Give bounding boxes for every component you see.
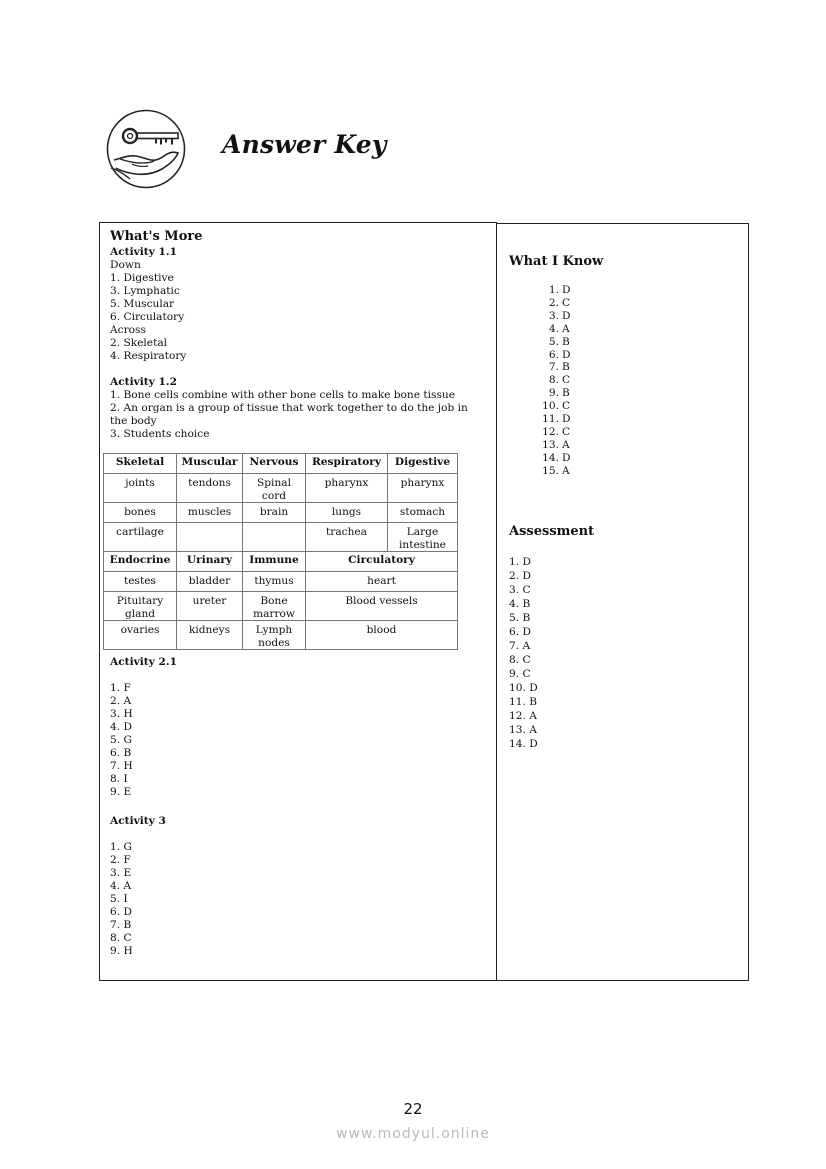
list-item: 9. H bbox=[110, 945, 133, 957]
table-header-cell: Muscular bbox=[177, 454, 243, 474]
table-header-cell: Endocrine bbox=[104, 552, 177, 572]
table-row bbox=[104, 474, 458, 503]
list-item: 6. D bbox=[110, 906, 132, 918]
list-item: 5. B bbox=[509, 612, 531, 624]
key-in-hand-icon bbox=[106, 108, 186, 190]
list-item: 14. D bbox=[509, 738, 538, 750]
table-cell: Spinal cord bbox=[243, 474, 306, 503]
list-item: Across bbox=[110, 324, 146, 336]
list-item: 3. D bbox=[548, 309, 571, 322]
page-number: 22 bbox=[403, 1100, 423, 1118]
list-item: 3. Lymphatic bbox=[110, 285, 180, 297]
what-i-know-answers bbox=[534, 284, 571, 478]
table-cell: testes bbox=[104, 572, 177, 592]
table-cell: pharynx bbox=[388, 474, 458, 503]
table-cell: tendons bbox=[177, 474, 243, 503]
list-item: 4. B bbox=[509, 598, 531, 610]
activity-3-heading: Activity 3 bbox=[110, 815, 166, 827]
list-item: 11. B bbox=[509, 696, 537, 708]
list-item: 6. D bbox=[509, 626, 531, 638]
table-header-cell: Skeletal bbox=[104, 454, 177, 474]
list-item: 15. A bbox=[542, 464, 570, 477]
table-cell: Pituitary gland bbox=[104, 592, 177, 621]
table-cell: Large intestine bbox=[388, 523, 458, 552]
list-item: 10. C bbox=[542, 400, 571, 413]
list-item: 1. Bone cells combine with other bone cells to make bone tissue bbox=[110, 389, 455, 401]
list-item: 10. D bbox=[509, 682, 538, 694]
table-cell: lungs bbox=[306, 503, 388, 523]
table-cell: trachea bbox=[306, 523, 388, 552]
activity-1-2-answers bbox=[110, 389, 468, 441]
table-cell: kidneys bbox=[177, 621, 243, 650]
table-cell: blood bbox=[306, 621, 458, 650]
list-item: 6. B bbox=[110, 747, 132, 759]
table-header-cell: Digestive bbox=[388, 454, 458, 474]
table-cell: thymus bbox=[243, 572, 306, 592]
list-item: Down bbox=[110, 259, 141, 271]
table-cell: cartilage bbox=[104, 523, 177, 552]
table-cell: ovaries bbox=[104, 621, 177, 650]
table-cell: brain bbox=[243, 503, 306, 523]
list-item: 3. H bbox=[110, 708, 133, 720]
list-item: 7. A bbox=[509, 640, 531, 652]
list-item: 9. C bbox=[509, 668, 531, 680]
what-i-know-heading: What I Know bbox=[509, 254, 604, 269]
list-item: 8. C bbox=[110, 932, 132, 944]
assessment-heading: Assessment bbox=[509, 524, 595, 539]
table-cell: stomach bbox=[388, 503, 458, 523]
table-cell: Bone marrow bbox=[243, 592, 306, 621]
table-header-row bbox=[104, 454, 458, 474]
list-item: 1. D bbox=[548, 284, 571, 296]
table-row bbox=[104, 503, 458, 523]
watermark: www.modyul.online bbox=[336, 1126, 490, 1142]
list-item: 8. C bbox=[548, 374, 571, 387]
list-item: 2. F bbox=[110, 854, 131, 866]
table-header-cell: Circulatory bbox=[306, 552, 458, 572]
list-item: 5. G bbox=[110, 734, 132, 746]
list-item: 2. C bbox=[548, 296, 571, 309]
table-cell: pharynx bbox=[306, 474, 388, 503]
activity-1-1-answers bbox=[110, 259, 186, 363]
list-item: 11. D bbox=[542, 413, 571, 426]
list-item: 2. D bbox=[509, 570, 531, 582]
table-row bbox=[104, 523, 458, 552]
list-item: 8. C bbox=[509, 654, 531, 666]
activity-1-2-heading: Activity 1.2 bbox=[110, 376, 177, 388]
list-item: 1. Digestive bbox=[110, 272, 174, 284]
list-item: 9. E bbox=[110, 786, 132, 798]
list-item: 12. C bbox=[542, 425, 571, 438]
table-cell: bladder bbox=[177, 572, 243, 592]
table-cell bbox=[177, 523, 243, 552]
table-cell bbox=[243, 523, 306, 552]
activity-3-answers bbox=[110, 841, 133, 958]
table-header-cell: Respiratory bbox=[306, 454, 388, 474]
list-item: 3. C bbox=[509, 584, 531, 596]
list-item: 4. A bbox=[110, 880, 132, 892]
list-item: 5. Muscular bbox=[110, 298, 175, 310]
list-item: the body bbox=[110, 415, 157, 427]
list-item: 4. A bbox=[548, 322, 570, 335]
activity-2-1-answers bbox=[110, 682, 133, 799]
list-item: 2. A bbox=[110, 695, 132, 707]
list-item: 1. D bbox=[509, 556, 531, 568]
table-cell: heart bbox=[306, 572, 458, 592]
list-item: 9. B bbox=[548, 387, 570, 400]
table-row bbox=[104, 592, 458, 621]
table-cell: bones bbox=[104, 503, 177, 523]
table-header-cell: Urinary bbox=[177, 552, 243, 572]
list-item: 14. D bbox=[542, 451, 571, 464]
organ-systems-table bbox=[103, 453, 458, 650]
list-item: 6. D bbox=[548, 348, 571, 361]
table-header-cell: Immune bbox=[243, 552, 306, 572]
table-header-cell: Nervous bbox=[243, 454, 306, 474]
list-item: 6. Circulatory bbox=[110, 311, 185, 323]
list-item: 12. A bbox=[509, 710, 537, 722]
table-header-row bbox=[104, 552, 458, 572]
assessment-answers bbox=[509, 555, 538, 751]
list-item: 8. I bbox=[110, 773, 128, 785]
list-item: 1. G bbox=[110, 841, 132, 853]
list-item: 13. A bbox=[509, 724, 537, 736]
table-cell: muscles bbox=[177, 503, 243, 523]
table-row bbox=[104, 572, 458, 592]
activity-2-1-heading: Activity 2.1 bbox=[110, 656, 177, 668]
whats-more-heading: What's More bbox=[110, 229, 203, 244]
list-item: 3. E bbox=[110, 867, 132, 879]
list-item: 2. An organ is a group of tissue that work together to do the job in bbox=[110, 402, 468, 414]
table-cell: Lymph nodes bbox=[243, 621, 306, 650]
table-row bbox=[104, 621, 458, 650]
list-item: 3. Students choice bbox=[110, 428, 210, 440]
list-item: 13. A bbox=[542, 438, 570, 451]
list-item: 2. Skeletal bbox=[110, 337, 168, 349]
activity-1-1-heading: Activity 1.1 bbox=[110, 246, 177, 258]
list-item: 5. I bbox=[110, 893, 128, 905]
list-item: 4. Respiratory bbox=[110, 350, 187, 362]
list-item: 7. B bbox=[548, 361, 570, 374]
table-cell: joints bbox=[104, 474, 177, 503]
page-title: Answer Key bbox=[222, 130, 387, 159]
list-item: 7. H bbox=[110, 760, 133, 772]
list-item: 1. F bbox=[110, 682, 131, 694]
list-item: 7. B bbox=[110, 919, 132, 931]
table-cell: ureter bbox=[177, 592, 243, 621]
table-cell: Blood vessels bbox=[306, 592, 458, 621]
list-item: 4. D bbox=[110, 721, 132, 733]
list-item: 5. B bbox=[548, 335, 570, 348]
